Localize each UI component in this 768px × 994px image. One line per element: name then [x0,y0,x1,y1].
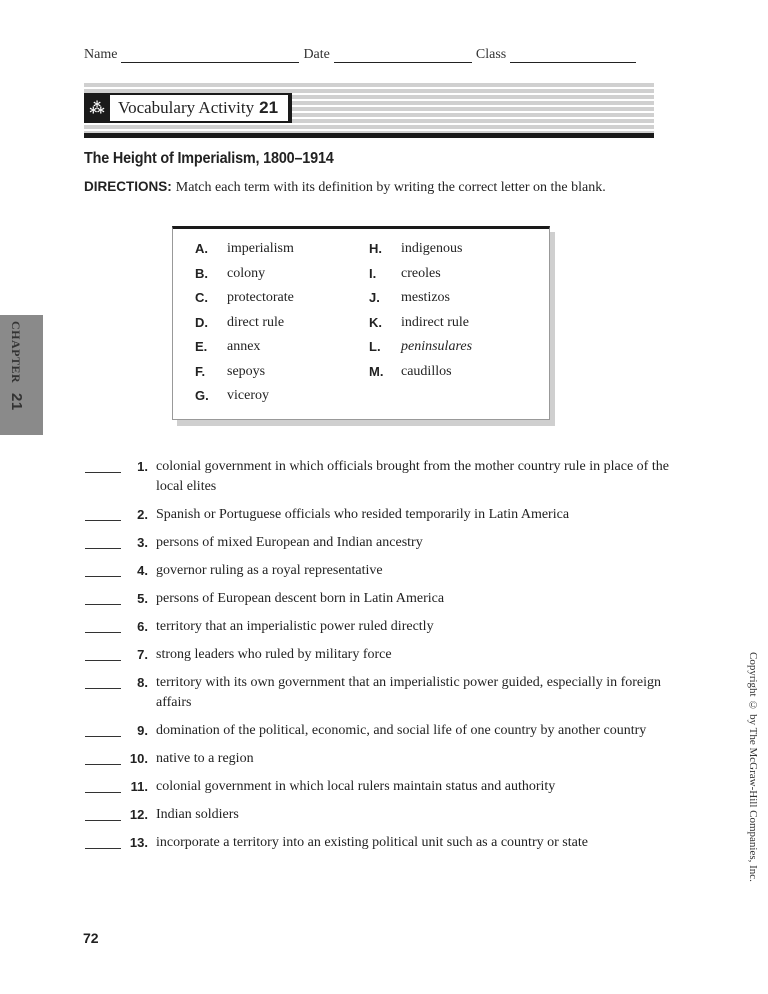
term-item [369,266,472,291]
term-item [195,290,294,315]
question-item [85,645,695,665]
class-label: Class [475,47,507,62]
date-field[interactable] [334,48,472,63]
question-text: colonial government in which officials brought from the mother country rule in place of the local elites [156,459,669,494]
term-letter: M. [369,363,384,379]
answer-blank[interactable] [85,833,121,849]
term-letter: G. [195,388,209,403]
question-item [85,833,695,853]
activity-title-tab [84,93,292,123]
term-item [369,364,472,389]
question-text: territory that an imperialistic power ruled directly [156,619,434,634]
name-field[interactable] [121,48,299,63]
question-text: territory with its own government that an imperialistic power guided, especially in foreign affairs [156,675,662,710]
question-text: domination of the political, economic, and social life of one country by another country [156,723,647,738]
term-text: protectorate [227,290,294,305]
term-letter: F. [195,363,206,379]
chapter-number: 21 [8,392,25,411]
term-text: annex [227,339,261,354]
term-text: viceroy [227,388,269,403]
term-letter: I. [369,265,377,281]
term-item [369,339,472,364]
answer-blank[interactable] [85,561,121,577]
term-text: peninsulares [401,339,473,354]
banner-rule [84,133,654,138]
question-number: 5. [137,591,148,606]
term-item [195,388,294,413]
term-text: indirect rule [401,314,470,330]
directions [84,179,606,196]
question-item [85,673,695,713]
term-letter: J. [369,290,380,305]
terms-box [172,226,550,420]
answer-blank[interactable] [85,673,121,689]
term-letter: E. [195,339,208,354]
question-number: 12. [129,807,148,822]
term-item [195,339,294,364]
term-item [195,364,294,389]
question-item [85,805,695,825]
question-text: incorporate a territory into an existing political unit such as a country or state [156,835,588,850]
term-text: creoles [401,265,441,281]
answer-blank[interactable] [85,805,121,821]
answer-blank[interactable] [85,721,121,737]
question-item [85,533,695,553]
chapter-label: CHAPTER [9,321,23,384]
question-item [85,749,695,769]
term-item [195,241,294,266]
page-title: The Height of Imperialism, 1800–1914 [84,150,334,167]
question-item [85,505,695,525]
term-text: imperialism [227,241,294,256]
question-text: native to a region [156,751,254,766]
question-number: 13. [129,835,148,850]
question-number: 7. [137,647,148,662]
term-letter: C. [195,290,208,305]
terms-left-column [195,241,294,413]
question-text: Spanish or Portuguese officials who resided temporarily in Latin America [156,507,570,522]
answer-blank[interactable] [85,749,121,765]
date-label: Date [303,47,330,62]
term-text: sepoys [227,363,266,379]
answer-blank[interactable] [85,457,121,473]
term-text: colony [227,265,266,281]
question-item [85,561,695,581]
term-text: caudillos [401,363,452,379]
question-text: colonial government in which local rulers maintain status and authority [156,779,556,794]
question-number: 10. [129,751,148,766]
question-number: 11. [130,779,148,794]
question-number: 8. [137,675,148,690]
directions-label: DIRECTIONS: [84,179,172,194]
term-item [369,315,472,340]
question-list [85,457,695,861]
term-text: direct rule [227,314,285,330]
term-letter: B. [195,265,208,281]
question-item [85,777,695,797]
term-letter: D. [195,314,208,330]
question-item [85,589,695,609]
question-item [85,457,695,497]
activity-number: 21 [259,98,279,117]
question-text: persons of mixed European and Indian ancestry [156,535,423,550]
term-item [369,290,472,315]
directions-text: Match each term with its definition by writing the correct letter on the blank. [175,180,606,195]
answer-blank[interactable] [85,589,121,605]
term-text: mestizos [401,290,450,305]
question-item [85,721,695,741]
nbc-logo-icon: ⁂ [89,100,105,117]
answer-blank[interactable] [85,505,121,521]
copyright: Copyright © by The McGraw-Hill Companies, Inc. [747,652,759,882]
term-item [369,241,472,266]
question-text: governor ruling as a royal representative [156,563,383,578]
answer-blank[interactable] [85,617,121,633]
term-letter: L. [369,339,381,354]
name-label: Name [84,47,118,62]
question-text: strong leaders who ruled by military force [156,647,392,662]
answer-blank[interactable] [85,777,121,793]
term-text: indigenous [401,241,463,256]
question-text: persons of European descent born in Latin America [156,591,445,606]
question-number: 2. [137,507,148,522]
term-item [195,315,294,340]
activity-banner [84,83,654,139]
term-letter: A. [195,241,208,256]
class-field[interactable] [510,48,636,63]
question-number: 6. [137,619,148,634]
page-number: 72 [83,930,99,946]
question-item [85,617,695,637]
term-item [195,266,294,291]
question-number: 3. [137,535,148,550]
activity-title: Vocabulary Activity [118,98,255,117]
terms-right-column [369,241,472,388]
answer-blank[interactable] [85,645,121,661]
chapter-tab [0,315,43,435]
answer-blank[interactable] [85,533,121,549]
question-number: 1. [137,459,148,474]
question-number: 4. [137,563,148,578]
term-letter: K. [369,314,382,330]
term-letter: H. [369,241,382,256]
question-text: Indian soldiers [156,807,239,822]
student-info-header [84,47,654,63]
question-number: 9. [137,723,148,738]
